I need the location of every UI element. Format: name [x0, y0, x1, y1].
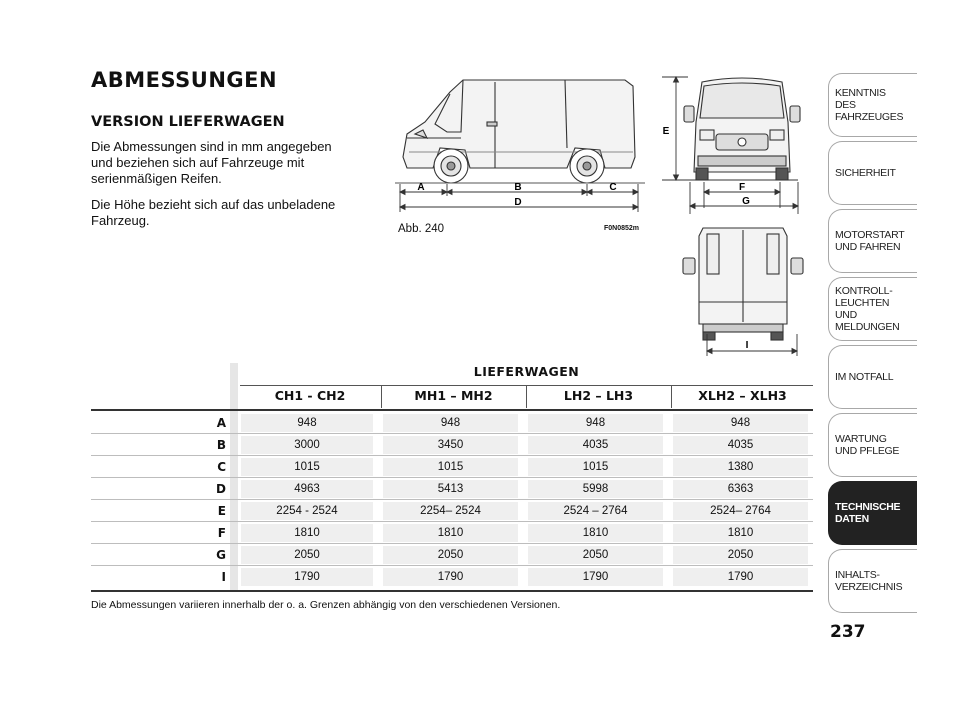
- tab-kontrollleuchten[interactable]: KONTROLL- LEUCHTEN UND MELDUNGEN: [828, 277, 917, 341]
- table-cell: 2524– 2764: [673, 502, 808, 520]
- table-cell: 3000: [241, 436, 373, 454]
- table-footnote: Die Abmessungen variieren innerhalb der o. a. Grenzen abhängig von den verschiedenen Versionen.: [91, 599, 561, 611]
- tab-inhaltsverzeichnis[interactable]: INHALTS- VERZEICHNIS: [828, 549, 917, 613]
- van-front-view: [658, 72, 808, 217]
- table-column-headers: [240, 386, 813, 408]
- table-cell: 1015: [241, 458, 373, 476]
- table-cell: 948: [673, 414, 808, 432]
- table-cell: 5998: [528, 480, 663, 498]
- figure-caption: Abb. 240: [398, 223, 445, 235]
- table-cell: 2050: [528, 546, 663, 564]
- table-cell: 1790: [383, 568, 518, 586]
- column-header-mh: MH1 – MH2: [414, 388, 493, 403]
- table-cell: 1015: [528, 458, 663, 476]
- table-cell: 4035: [673, 436, 808, 454]
- table-cell: 1810: [673, 524, 808, 542]
- tab-kenntnis[interactable]: KENNTNIS DES FAHRZEUGES: [828, 73, 917, 137]
- table-row: [91, 522, 813, 544]
- row-label: F: [217, 526, 226, 540]
- table-cell: 1380: [673, 458, 808, 476]
- table-cell: 1810: [241, 524, 373, 542]
- table-cell: 2050: [383, 546, 518, 564]
- column-header-lh: LH2 – LH3: [563, 388, 634, 403]
- table-cell: 2050: [673, 546, 808, 564]
- section-heading: VERSION LIEFERWAGEN: [91, 114, 285, 130]
- table-cell: 2050: [241, 546, 373, 564]
- table-row: [91, 434, 813, 456]
- table-cell: 3450: [383, 436, 518, 454]
- table-cell: 948: [383, 414, 518, 432]
- page-heading: ABMESSUNGEN: [91, 68, 278, 92]
- table-cell: 5413: [383, 480, 518, 498]
- table-cell: 4035: [528, 436, 663, 454]
- paragraph-units: Die Abmessungen sind in mm angegeben und beziehen sich auf Fahrzeuge mit serienmäßigen Reifen.: [91, 139, 332, 186]
- row-label: B: [216, 438, 226, 452]
- table-rule-header: [91, 409, 813, 411]
- table-cell: 6363: [673, 480, 808, 498]
- table-row: [91, 500, 813, 522]
- column-header-ch: CH1 - CH2: [274, 388, 346, 403]
- tab-motorstart[interactable]: MOTORSTART UND FAHREN: [828, 209, 917, 273]
- dim-label-f: F: [738, 182, 746, 193]
- table-cell: 1790: [241, 568, 373, 586]
- row-label: E: [217, 504, 226, 518]
- table-rule-bottom: [91, 590, 813, 592]
- dim-label-e: E: [662, 126, 670, 137]
- dim-label-c: C: [609, 182, 617, 193]
- row-label: C: [217, 460, 226, 474]
- figure-code: F0N0852m: [604, 225, 640, 232]
- table-row: [91, 456, 813, 478]
- row-label: D: [216, 482, 226, 496]
- tab-notfall[interactable]: IM NOTFALL: [828, 345, 917, 409]
- van-rear-view: [675, 222, 810, 357]
- table-cell: 948: [241, 414, 373, 432]
- table-cell: 2524 – 2764: [528, 502, 663, 520]
- table-cell: 4963: [241, 480, 373, 498]
- table-title: LIEFERWAGEN: [473, 364, 580, 379]
- row-label: G: [216, 548, 226, 562]
- table-row: [91, 478, 813, 500]
- tab-wartung[interactable]: WARTUNG UND PFLEGE: [828, 413, 917, 477]
- table-cell: 1790: [528, 568, 663, 586]
- column-header-xlh: XLH2 – XLH3: [698, 388, 787, 403]
- dim-label-g: G: [742, 196, 750, 207]
- table-row: [91, 566, 813, 588]
- table-cell: 1790: [673, 568, 808, 586]
- table-cell: 2254 - 2524: [241, 502, 373, 520]
- dim-label-d: D: [514, 197, 522, 208]
- row-label: I: [221, 570, 226, 584]
- paragraph-height: Die Höhe bezieht sich auf das unbeladene Fahrzeug.: [91, 197, 336, 228]
- table-cell: 948: [528, 414, 663, 432]
- table-cell: 2254– 2524: [383, 502, 518, 520]
- dim-label-i: I: [745, 340, 749, 351]
- table-cell: 1810: [383, 524, 518, 542]
- tab-sicherheit[interactable]: SICHERHEIT: [828, 141, 917, 205]
- row-label: A: [216, 416, 226, 430]
- tab-technische-daten[interactable]: TECHNISCHE DATEN: [828, 481, 917, 545]
- table-row: [91, 412, 813, 434]
- table-row: [91, 544, 813, 566]
- dim-label-b: B: [514, 182, 522, 193]
- page-number: 237: [830, 622, 866, 642]
- dim-label-a: A: [417, 182, 425, 193]
- van-side-view: [395, 72, 645, 222]
- table-cell: 1015: [383, 458, 518, 476]
- table-cell: 1810: [528, 524, 663, 542]
